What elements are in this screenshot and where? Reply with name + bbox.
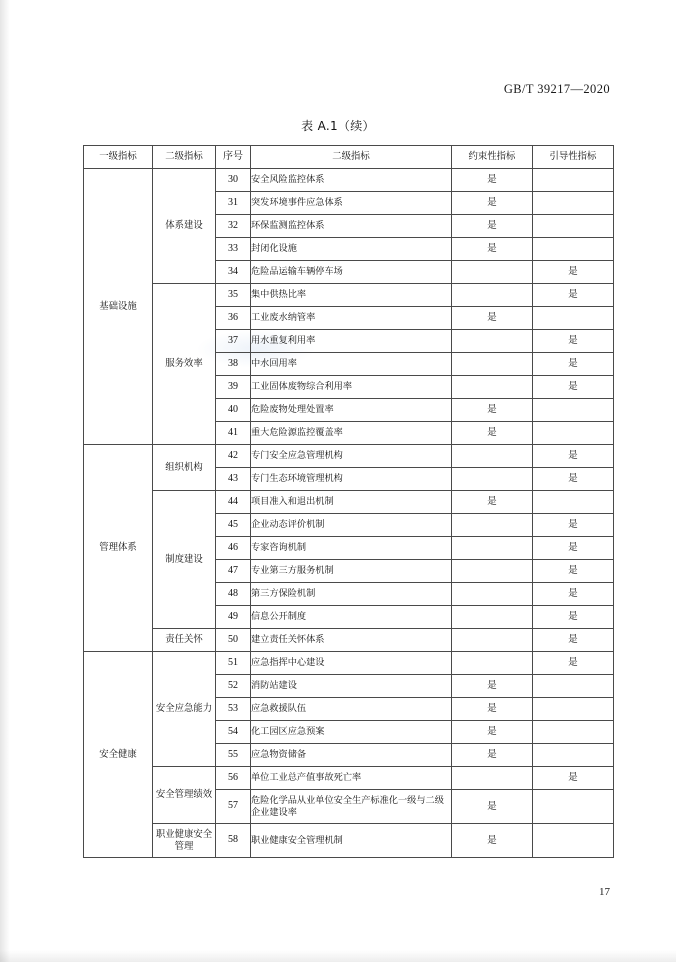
header-indicator-name: 二级指标: [251, 146, 452, 169]
row-number: 38: [216, 353, 251, 376]
row-number: 34: [216, 261, 251, 284]
row-constraint: 是: [452, 698, 533, 721]
group-level2-emergency-capacity: 安全应急能力: [153, 652, 216, 767]
row-guide: [533, 790, 614, 824]
row-number: 55: [216, 744, 251, 767]
row-indicator-name: 建立责任关怀体系: [251, 629, 452, 652]
row-constraint: 是: [452, 790, 533, 824]
row-guide: 是: [533, 330, 614, 353]
row-guide: 是: [533, 514, 614, 537]
row-indicator-name: 专门安全应急管理机构: [251, 445, 452, 468]
table-row: [84, 491, 614, 514]
row-number: 51: [216, 652, 251, 675]
row-number: 31: [216, 192, 251, 215]
row-constraint: [452, 330, 533, 353]
group-level1-infrastructure: 基础设施: [84, 169, 153, 445]
row-indicator-name: 项目准入和退出机制: [251, 491, 452, 514]
row-guide: [533, 824, 614, 858]
row-indicator-name: 危险品运输车辆停车场: [251, 261, 452, 284]
row-indicator-name: 消防站建设: [251, 675, 452, 698]
standard-number: GB/T 39217—2020: [503, 82, 610, 96]
row-number: 53: [216, 698, 251, 721]
header-constraint: 约束性指标: [452, 146, 533, 169]
row-indicator-name: 工业固体废物综合利用率: [251, 376, 452, 399]
group-level1-management-system: 管理体系: [84, 445, 153, 652]
row-constraint: [452, 284, 533, 307]
row-constraint: [452, 537, 533, 560]
row-constraint: [452, 445, 533, 468]
row-number: 36: [216, 307, 251, 330]
row-guide: 是: [533, 583, 614, 606]
row-guide: [533, 399, 614, 422]
row-constraint: 是: [452, 721, 533, 744]
group-level2-occupational-health: 职业健康安全管理: [153, 824, 216, 858]
row-guide: [533, 169, 614, 192]
row-guide: 是: [533, 445, 614, 468]
row-indicator-name: 职业健康安全管理机制: [251, 824, 452, 858]
row-indicator-name: 突发环境事件应急体系: [251, 192, 452, 215]
row-guide: 是: [533, 537, 614, 560]
row-number: 47: [216, 560, 251, 583]
row-guide: [533, 721, 614, 744]
table-body: [84, 169, 614, 858]
row-indicator-name: 环保监测监控体系: [251, 215, 452, 238]
row-number: 44: [216, 491, 251, 514]
row-constraint: [452, 560, 533, 583]
row-number: 58: [216, 824, 251, 858]
row-constraint: 是: [452, 307, 533, 330]
row-indicator-name: 危险废物处理处置率: [251, 399, 452, 422]
table-header-row: [84, 146, 614, 169]
header-level1: 一级指标: [84, 146, 153, 169]
row-constraint: 是: [452, 169, 533, 192]
row-indicator-name: 中水回用率: [251, 353, 452, 376]
row-constraint: 是: [452, 192, 533, 215]
row-indicator-name: 信息公开制度: [251, 606, 452, 629]
row-constraint: [452, 376, 533, 399]
row-constraint: [452, 583, 533, 606]
row-indicator-name: 用水重复利用率: [251, 330, 452, 353]
row-constraint: [452, 606, 533, 629]
row-constraint: 是: [452, 491, 533, 514]
row-constraint: 是: [452, 238, 533, 261]
group-level2-service-efficiency: 服务效率: [153, 284, 216, 445]
row-number: 43: [216, 468, 251, 491]
row-indicator-name: 专家咨询机制: [251, 537, 452, 560]
row-guide: 是: [533, 261, 614, 284]
row-indicator-name: 化工园区应急预案: [251, 721, 452, 744]
row-guide: [533, 744, 614, 767]
table-row: [84, 284, 614, 307]
row-number: 49: [216, 606, 251, 629]
row-constraint: 是: [452, 675, 533, 698]
page-number: 17: [599, 886, 610, 898]
row-guide: [533, 698, 614, 721]
row-number: 46: [216, 537, 251, 560]
page-edge-shadow-bottom: [0, 950, 676, 962]
group-level2-responsible-care: 责任关怀: [153, 629, 216, 652]
row-indicator-name: 单位工业总产值事故死亡率: [251, 767, 452, 790]
row-indicator-name: 专业第三方服务机制: [251, 560, 452, 583]
row-constraint: 是: [452, 399, 533, 422]
row-indicator-name: 重大危险源监控覆盖率: [251, 422, 452, 445]
row-constraint: [452, 468, 533, 491]
row-guide: 是: [533, 353, 614, 376]
row-constraint: [452, 652, 533, 675]
group-level1-safety-health: 安全健康: [84, 652, 153, 858]
row-guide: 是: [533, 629, 614, 652]
row-constraint: 是: [452, 422, 533, 445]
header-number: 序号: [216, 146, 251, 169]
row-guide: 是: [533, 468, 614, 491]
row-number: 42: [216, 445, 251, 468]
row-number: 57: [216, 790, 251, 824]
row-guide: [533, 215, 614, 238]
row-guide: [533, 422, 614, 445]
row-constraint: [452, 629, 533, 652]
group-level2-organization: 组织机构: [153, 445, 216, 491]
indicator-table: [83, 145, 614, 858]
row-guide: 是: [533, 767, 614, 790]
row-indicator-name: 应急物资储备: [251, 744, 452, 767]
header-level2: 二级指标: [153, 146, 216, 169]
group-level2-system-construction: 体系建设: [153, 169, 216, 284]
row-indicator-name: 工业废水纳管率: [251, 307, 452, 330]
group-level2-safety-performance: 安全管理绩效: [153, 767, 216, 824]
row-number: 32: [216, 215, 251, 238]
row-guide: [533, 192, 614, 215]
row-indicator-name: 应急救援队伍: [251, 698, 452, 721]
row-number: 30: [216, 169, 251, 192]
table-header: [84, 146, 614, 169]
row-guide: [533, 675, 614, 698]
row-guide: 是: [533, 606, 614, 629]
row-guide: [533, 491, 614, 514]
row-constraint: 是: [452, 215, 533, 238]
row-indicator-name: 集中供热比率: [251, 284, 452, 307]
row-number: 33: [216, 238, 251, 261]
row-indicator-name: 第三方保险机制: [251, 583, 452, 606]
row-number: 45: [216, 514, 251, 537]
row-constraint: [452, 767, 533, 790]
row-number: 50: [216, 629, 251, 652]
row-number: 35: [216, 284, 251, 307]
row-constraint: 是: [452, 824, 533, 858]
row-indicator-name: 应急指挥中心建设: [251, 652, 452, 675]
row-constraint: [452, 353, 533, 376]
row-guide: [533, 238, 614, 261]
row-guide: 是: [533, 560, 614, 583]
table-row: [84, 652, 614, 675]
row-constraint: 是: [452, 744, 533, 767]
row-number: 40: [216, 399, 251, 422]
row-guide: 是: [533, 376, 614, 399]
row-guide: 是: [533, 284, 614, 307]
row-indicator-name: 安全风险监控体系: [251, 169, 452, 192]
table-row: [84, 824, 614, 858]
row-constraint: [452, 514, 533, 537]
header-guide: 引导性指标: [533, 146, 614, 169]
row-number: 37: [216, 330, 251, 353]
row-number: 41: [216, 422, 251, 445]
row-indicator-name: 专门生态环境管理机构: [251, 468, 452, 491]
row-number: 52: [216, 675, 251, 698]
table-caption: 表 A.1（续）: [301, 119, 375, 133]
row-indicator-name: 危险化学品从业单位安全生产标准化一级与二级企业建设率: [251, 790, 452, 824]
row-number: 54: [216, 721, 251, 744]
row-number: 56: [216, 767, 251, 790]
indicator-table-wrapper: [83, 145, 607, 858]
table-row: [84, 629, 614, 652]
table-row: [84, 767, 614, 790]
row-guide: 是: [533, 652, 614, 675]
group-level2-institution-building: 制度建设: [153, 491, 216, 629]
row-number: 48: [216, 583, 251, 606]
row-indicator-name: 企业动态评价机制: [251, 514, 452, 537]
table-row: [84, 169, 614, 192]
table-row: [84, 445, 614, 468]
page-edge-shadow-left: [0, 0, 10, 962]
row-constraint: [452, 261, 533, 284]
row-indicator-name: 封闭化设施: [251, 238, 452, 261]
row-guide: [533, 307, 614, 330]
row-number: 39: [216, 376, 251, 399]
